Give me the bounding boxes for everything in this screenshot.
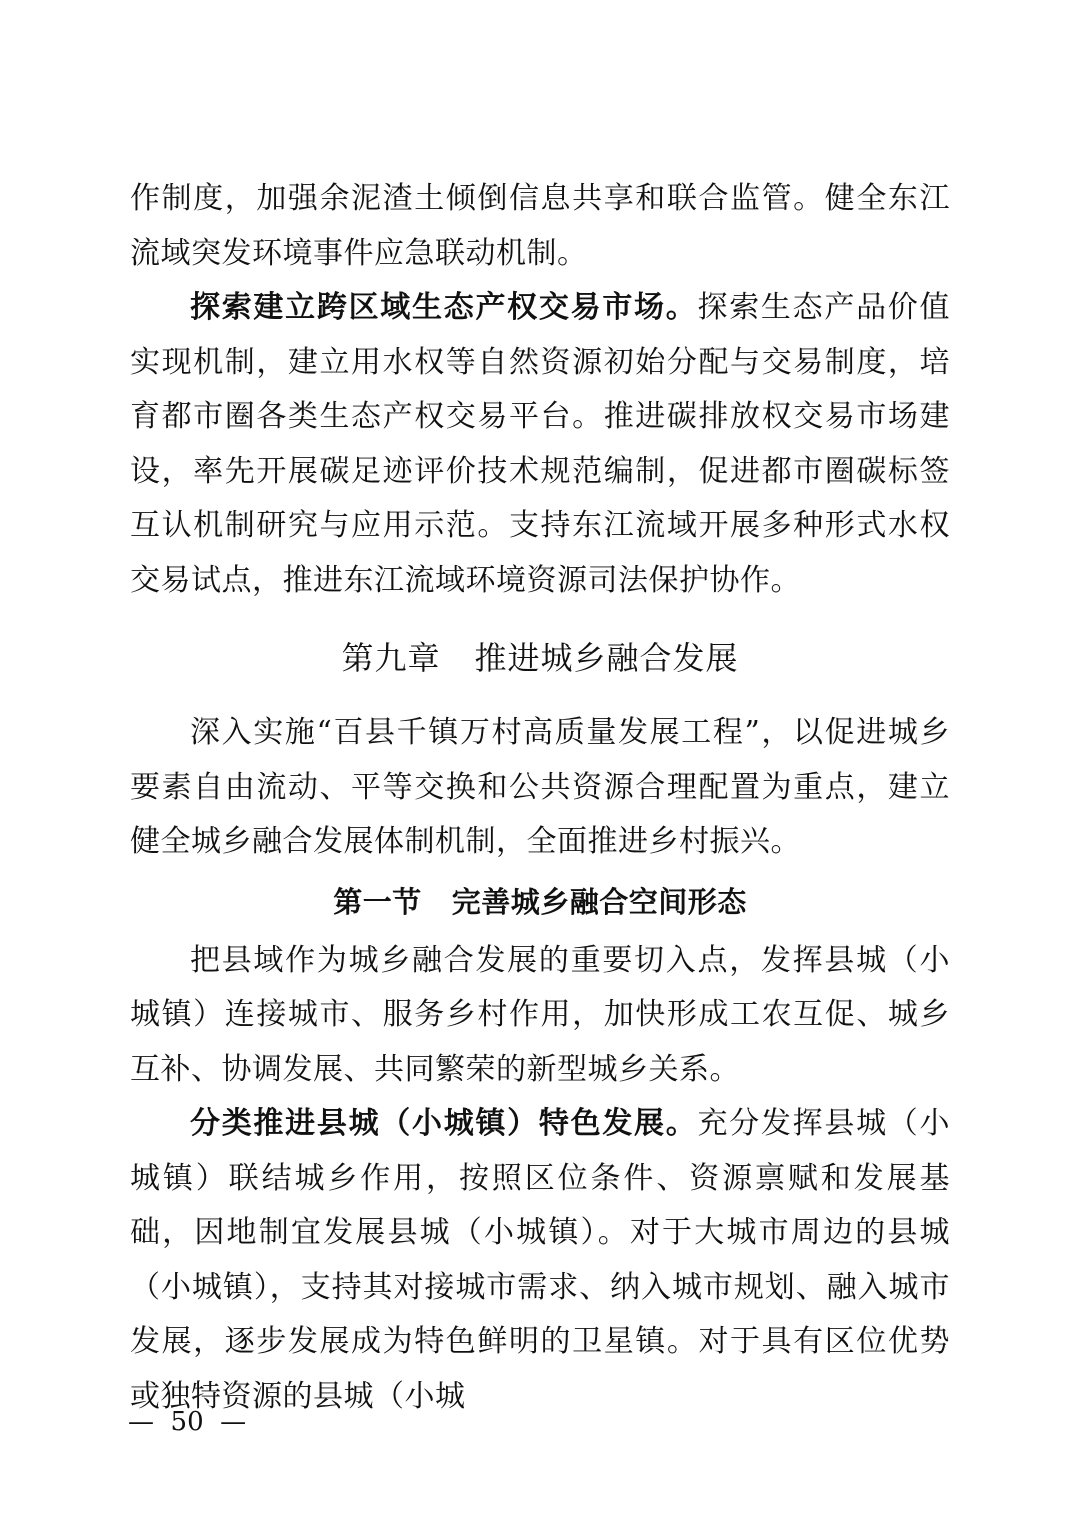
paragraph-body-text: 探索生态产品价值实现机制，建立用水权等自然资源初始分配与交易制度，培育都市圈各类生态产权交易平台。推进碳排放权交易市场建设，率先开展碳足迹评价技术规范编制，促进都市圈碳标签互认机制研究与应用示范。支持东江流域开展多种形式水权交易试点，推进东江流域环境资源司法保护协作。 — [130, 290, 951, 598]
section-number: 第一节 — [333, 884, 422, 919]
chapter-title — [130, 630, 950, 686]
paragraph-continued: 作制度，加强余泥渣土倾倒信息共享和联合监管。健全东江流域突发环境事件应急联动机制。 — [130, 181, 950, 271]
paragraph-lead-heading: 分类推进县城（小城镇）特色发展。 — [190, 1106, 698, 1141]
section-title — [130, 874, 950, 930]
section-name: 完善城乡融合空间形态 — [451, 884, 747, 919]
page-number: — 50 — — [128, 1407, 247, 1437]
document-body — [130, 172, 950, 1424]
paragraph-lead-heading: 探索建立跨区域生态产权交易市场。 — [190, 290, 698, 325]
chapter-name: 推进城乡融合发展 — [474, 639, 739, 677]
paragraph-county-development — [130, 1097, 950, 1424]
paragraph-body-text: 充分发挥县城（小城镇）联结城乡作用，按照区位条件、资源禀赋和发展基础，因地制宜发展县城（小城镇）。对于大城市周边的县城（小城镇），支持其对接城市需求、纳入城市规划、融入城市发展，逐步发展成为特色鲜明的卫星镇。对于具有区位优势或独特资源的县城（小城 — [130, 1106, 951, 1414]
paragraph-ecological-property-market — [130, 281, 950, 608]
chapter-number: 第九章 — [341, 639, 441, 677]
paragraph-chapter-intro: 深入实施“百县千镇万村高质量发展工程”，以促进城乡要素自由流动、平等交换和公共资源合理配置为重点，建立健全城乡融合发展体制机制，全面推进乡村振兴。 — [130, 715, 950, 859]
paragraph-section-intro: 把县域作为城乡融合发展的重要切入点，发挥县城（小城镇）连接城市、服务乡村作用，加快形成工农互促、城乡互补、协调发展、共同繁荣的新型城乡关系。 — [130, 942, 950, 1087]
